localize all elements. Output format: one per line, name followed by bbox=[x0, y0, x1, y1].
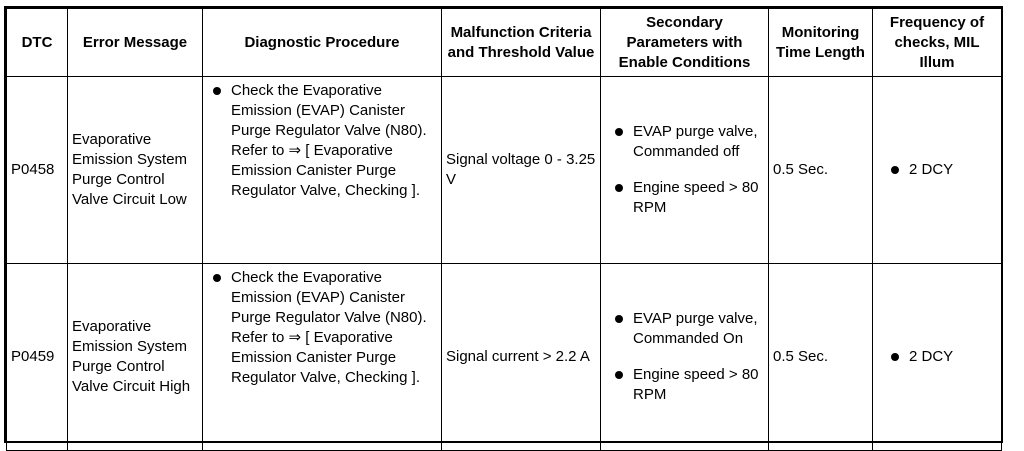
header-frequency: Frequency of checks, MIL Illum bbox=[873, 9, 1002, 77]
monitoring-time: 0.5 Sec. bbox=[769, 77, 873, 264]
diagnostic-procedure bbox=[203, 264, 442, 451]
header-monitoring-time: Monitoring Time Length bbox=[769, 9, 873, 77]
dtc-table bbox=[6, 8, 1002, 451]
secondary-item: Engine speed > 80 RPM bbox=[609, 178, 764, 218]
dtc-table-frame bbox=[4, 6, 1003, 443]
error-message: Evaporative Emission System Purge Control Valve Circuit Low bbox=[68, 77, 203, 264]
table-row bbox=[7, 77, 1002, 264]
frequency-list bbox=[885, 347, 997, 367]
frequency bbox=[873, 264, 1002, 451]
monitoring-time: 0.5 Sec. bbox=[769, 264, 873, 451]
table-row bbox=[7, 264, 1002, 451]
header-malfunction-criteria: Malfunction Criteria and Threshold Value bbox=[442, 9, 601, 77]
header-diagnostic-procedure: Diagnostic Procedure bbox=[203, 9, 442, 77]
procedure-list bbox=[207, 268, 437, 388]
secondary-parameters bbox=[601, 264, 769, 451]
frequency-item: 2 DCY bbox=[885, 160, 997, 180]
diagnostic-procedure bbox=[203, 77, 442, 264]
dtc-code: P0458 bbox=[7, 77, 68, 264]
secondary-item: EVAP purge valve, Commanded off bbox=[609, 122, 764, 162]
secondary-item: Engine speed > 80 RPM bbox=[609, 365, 764, 405]
secondary-list bbox=[609, 122, 764, 218]
secondary-parameters bbox=[601, 77, 769, 264]
procedure-item: Check the Evaporative Emission (EVAP) Canister Purge Regulator Valve (N80). Refer to ⇒ [ Evaporative Emission Canister Purge Regulator Valve, Checking ]. bbox=[207, 81, 437, 201]
secondary-item: EVAP purge valve, Commanded On bbox=[609, 309, 764, 349]
error-message: Evaporative Emission System Purge Control Valve Circuit High bbox=[68, 264, 203, 451]
procedure-item: Check the Evaporative Emission (EVAP) Canister Purge Regulator Valve (N80). Refer to ⇒ [ Evaporative Emission Canister Purge Regulator Valve, Checking ]. bbox=[207, 268, 437, 388]
frequency-list bbox=[885, 160, 997, 180]
header-secondary-parameters: Secondary Parameters with Enable Conditions bbox=[601, 9, 769, 77]
secondary-list bbox=[609, 309, 764, 405]
dtc-code: P0459 bbox=[7, 264, 68, 451]
header-row bbox=[7, 9, 1002, 77]
frequency-item: 2 DCY bbox=[885, 347, 997, 367]
frequency bbox=[873, 77, 1002, 264]
procedure-list bbox=[207, 81, 437, 201]
malfunction-criteria: Signal voltage 0 - 3.25 V bbox=[442, 77, 601, 264]
header-dtc: DTC bbox=[7, 9, 68, 77]
header-error-message: Error Message bbox=[68, 9, 203, 77]
malfunction-criteria: Signal current > 2.2 A bbox=[442, 264, 601, 451]
